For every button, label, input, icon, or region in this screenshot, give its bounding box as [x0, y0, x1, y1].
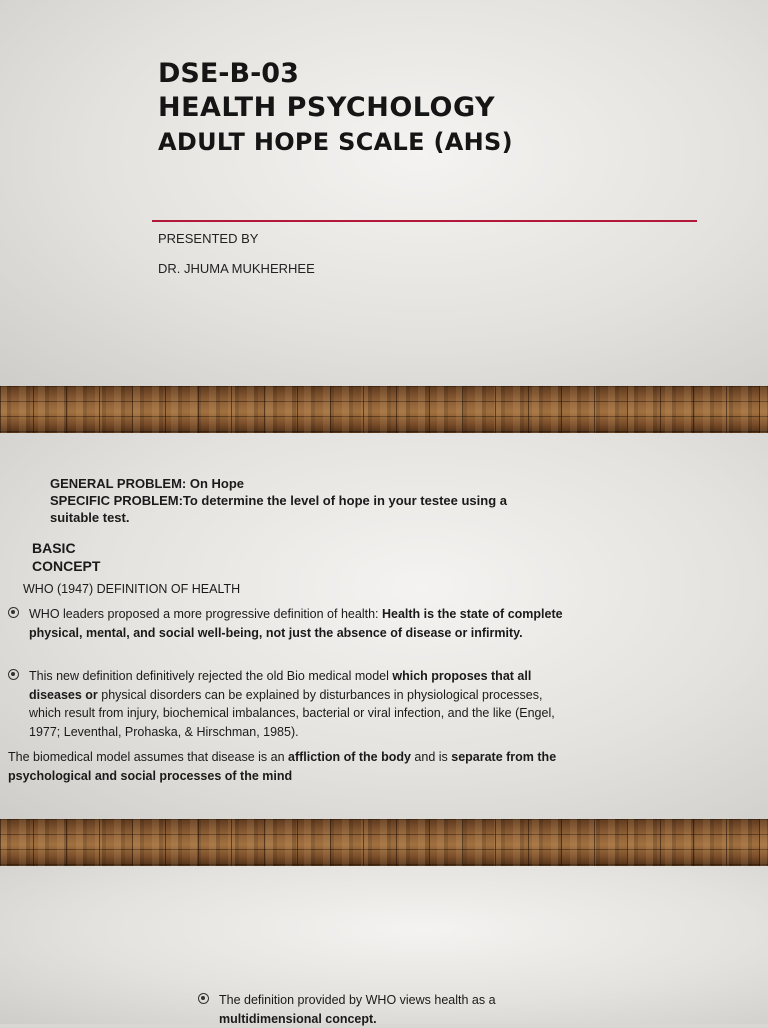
specific-problem: SPECIFIC PROBLEM:To determine the level of hope in your testee using a suitable test. [50, 493, 507, 525]
bullet-emphasis: Health is the state of complete physical, mental, and social well-being, not just the absence of disease or infirmity. [29, 607, 563, 640]
bullet-who-definition [8, 605, 564, 642]
bullet-text: This new definition definitively rejected the old Bio medical model [29, 669, 393, 683]
paragraph-text: and is [410, 750, 452, 764]
course-code: DSE-B-03 [158, 58, 299, 89]
basic-concept-heading: BASIC CONCEPT [32, 540, 101, 574]
paragraph-text: The biomedical model assumes that disease is an [8, 750, 289, 764]
bullet-emphasis: multidimensional concept. [219, 1011, 377, 1026]
author-name: DR. JHUMA MUKHERHEE [158, 261, 315, 276]
biomedical-paragraph [8, 748, 564, 785]
paragraph-emphasis: separate from the psychological and social processes of the mind [8, 750, 557, 783]
who-definition-heading: WHO (1947) DEFINITION OF HEALTH [23, 582, 241, 596]
bullet-text: WHO leaders proposed a more progressive definition of health: [29, 607, 382, 621]
bullet-circle-icon [8, 669, 19, 680]
bullet-circle-icon [8, 607, 19, 618]
course-title: HEALTH PSYCHOLOGY [158, 92, 496, 123]
paragraph-emphasis: affliction of the body [288, 750, 411, 764]
bullet-emphasis: which proposes that all diseases or [29, 669, 532, 702]
presentation-title: ADULT HOPE SCALE (AHS) [158, 128, 513, 156]
wood-floor-divider [0, 386, 768, 433]
bullet-multidimensional [198, 991, 538, 1028]
bullet-circle-icon [198, 993, 209, 1004]
title-divider [152, 220, 697, 222]
slide-title [0, 0, 768, 386]
bullet-text: The definition provided by WHO views health as a [219, 993, 496, 1007]
bullet-biomedical-model [8, 667, 564, 741]
general-problem: GENERAL PROBLEM: On Hope [50, 476, 245, 491]
wood-floor-divider [0, 819, 768, 866]
presented-by-label: PRESENTED BY [158, 231, 259, 246]
bullet-text: physical disorders can be explained by disturbances in physiological processes, which result from injury, biochemical imbalances, bacterial or viral infection, and the like (Engel, 1977; Leventhal, Prohaska, & Hirschman, 1985). [29, 687, 555, 739]
